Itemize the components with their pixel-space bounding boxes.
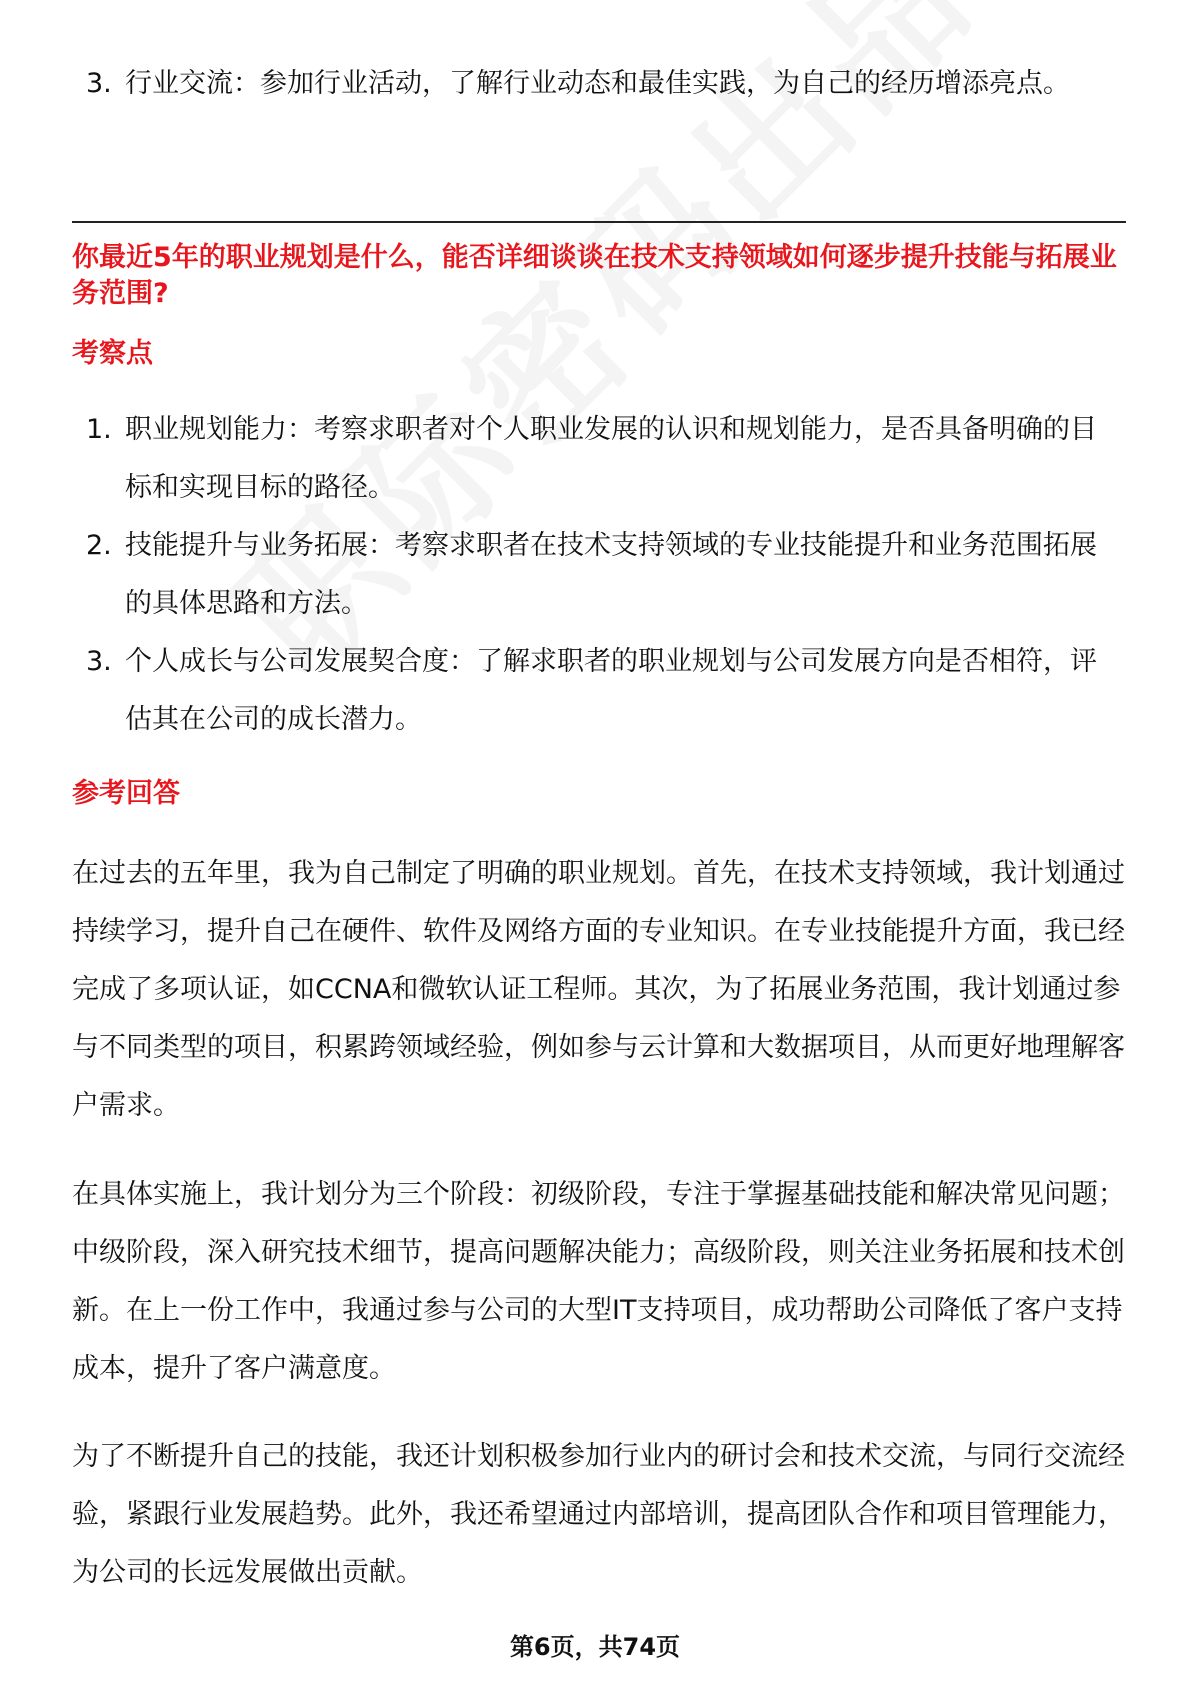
section-title-key-points: 考察点 — [72, 338, 153, 369]
list-item-text: 个人成长与公司发展契合度：了解求职者的职业规划与公司发展方向是否相符，评估其在公司的成长潜力。 — [125, 646, 1097, 735]
section-title-reference-answer: 参考回答 — [72, 778, 180, 809]
list-item — [72, 401, 1112, 517]
list-item — [72, 55, 1112, 113]
section-divider — [72, 221, 1126, 223]
answer-paragraph: 在过去的五年里，我为自己制定了明确的职业规划。首先，在技术支持领域，我计划通过持续学习，提升自己在硬件、软件及网络方面的专业知识。在专业技能提升方面，我已经完成了多项认证，如CCNA和微软认证工程师。其次，为了拓展业务范围，我计划通过参与不同类型的项目，积累跨领域经验，例如参与云计算和大数据项目，从而更好地理解客户需求。 — [72, 858, 1125, 1121]
list-item-number: 3. — [86, 646, 112, 677]
list-item-number: 2. — [86, 530, 112, 561]
previous-answer-list — [72, 55, 1112, 113]
answer-paragraph: 在具体实施上，我计划分为三个阶段：初级阶段，专注于掌握基础技能和解决常见问题；中级阶段，深入研究技术细节，提高问题解决能力；高级阶段，则关注业务拓展和技术创新。在上一份工作中，我通过参与公司的大型IT支持项目，成功帮助公司降低了客户支持成本，提升了客户满意度。 — [72, 1179, 1125, 1384]
list-item-number: 3. — [86, 68, 112, 99]
key-points-list — [72, 401, 1112, 749]
list-item-number: 1. — [86, 414, 112, 445]
list-item-text: 行业交流：参加行业活动，了解行业动态和最佳实践，为自己的经历增添亮点。 — [125, 68, 1070, 99]
page-footer: 第6页，共74页 — [509, 1633, 681, 1661]
question-heading: 你最近5年的职业规划是什么，能否详细谈谈在技术支持领域如何逐步提升技能与拓展业务范围? — [72, 242, 1117, 309]
answer-paragraph: 为了不断提升自己的技能，我还计划积极参加行业内的研讨会和技术交流，与同行交流经验，紧跟行业发展趋势。此外，我还希望通过内部培训，提高团队合作和项目管理能力，为公司的长远发展做出贡献。 — [72, 1441, 1125, 1588]
list-item-text: 技能提升与业务拓展：考察求职者在技术支持领域的专业技能提升和业务范围拓展的具体思路和方法。 — [125, 530, 1097, 619]
list-item — [72, 633, 1112, 749]
list-item-text: 职业规划能力：考察求职者对个人职业发展的认识和规划能力，是否具备明确的目标和实现目标的路径。 — [125, 414, 1097, 503]
list-item — [72, 517, 1112, 633]
